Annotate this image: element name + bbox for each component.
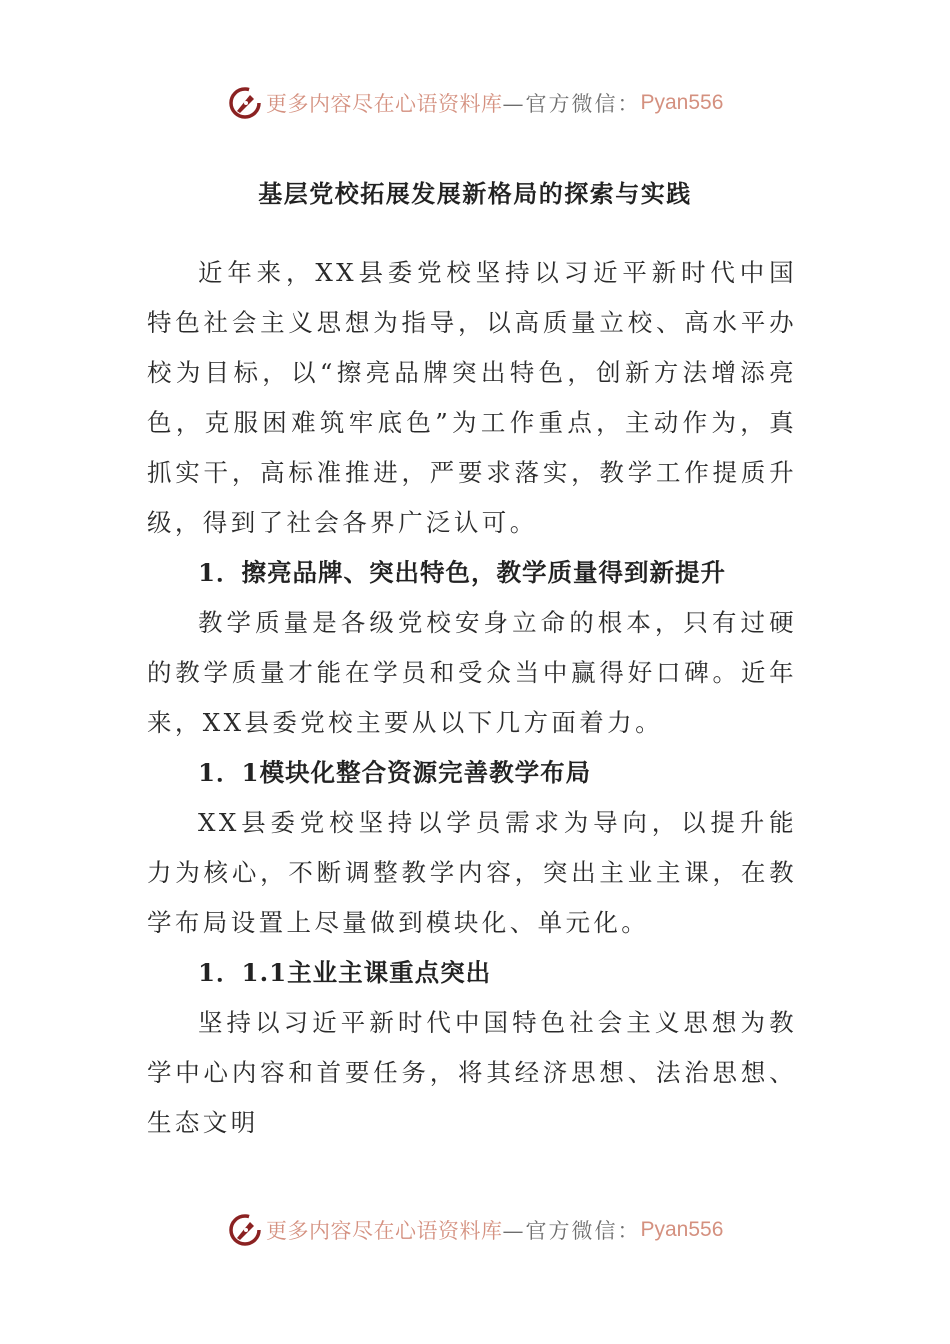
watermark-wechat-label: —官方微信： xyxy=(502,92,641,116)
paragraph-intro: 近年来，XX县委党校坚持以习近平新时代中国特色社会主义思想为指导，以高质量立校、高水平办校为目标，以“擦亮品牌突出特色，创新方法增添亮色，克服困难筑牢底色”为工作重点，主动作为，真抓实干，高标准推进，严要求落实，教学工作提质升级，得到了社会各界广泛认可。 xyxy=(147,258,797,537)
document-body xyxy=(147,248,797,1148)
watermark-text: 更多内容尽在心语资料库 xyxy=(266,92,503,116)
pen-nib-logo-icon xyxy=(228,1213,262,1247)
watermark-text: 更多内容尽在心语资料库 xyxy=(266,1219,503,1243)
paragraph-main-courses: 坚持以习近平新时代中国特色社会主义思想为教学中心内容和首要任务，将其经济思想、法治思想、生态文明 xyxy=(147,1008,797,1137)
heading-1-1-1: 1．1.1主业主课重点突出 xyxy=(198,958,492,987)
watermark-header xyxy=(228,83,728,123)
pen-nib-logo-icon xyxy=(228,86,262,120)
paragraph-teaching-quality: 教学质量是各级党校安身立命的根本，只有过硬的教学质量才能在学员和受众当中赢得好口碑。近年来，XX县委党校主要从以下几方面着力。 xyxy=(147,608,797,737)
heading-1: 1．擦亮品牌、突出特色，教学质量得到新提升 xyxy=(198,558,727,587)
document-title: 基层党校拓展发展新格局的探索与实践 xyxy=(258,179,692,208)
watermark-wechat-label: —官方微信： xyxy=(502,1219,641,1243)
watermark-wechat-id: Pyan556 xyxy=(640,91,724,114)
watermark-wechat-id: Pyan556 xyxy=(640,1218,724,1241)
paragraph-modular: XX县委党校坚持以学员需求为导向，以提升能力为核心，不断调整教学内容，突出主业主课，在教学布局设置上尽量做到模块化、单元化。 xyxy=(147,808,797,937)
heading-1-1: 1．1模块化整合资源完善教学布局 xyxy=(198,758,592,787)
watermark-footer xyxy=(228,1210,728,1250)
